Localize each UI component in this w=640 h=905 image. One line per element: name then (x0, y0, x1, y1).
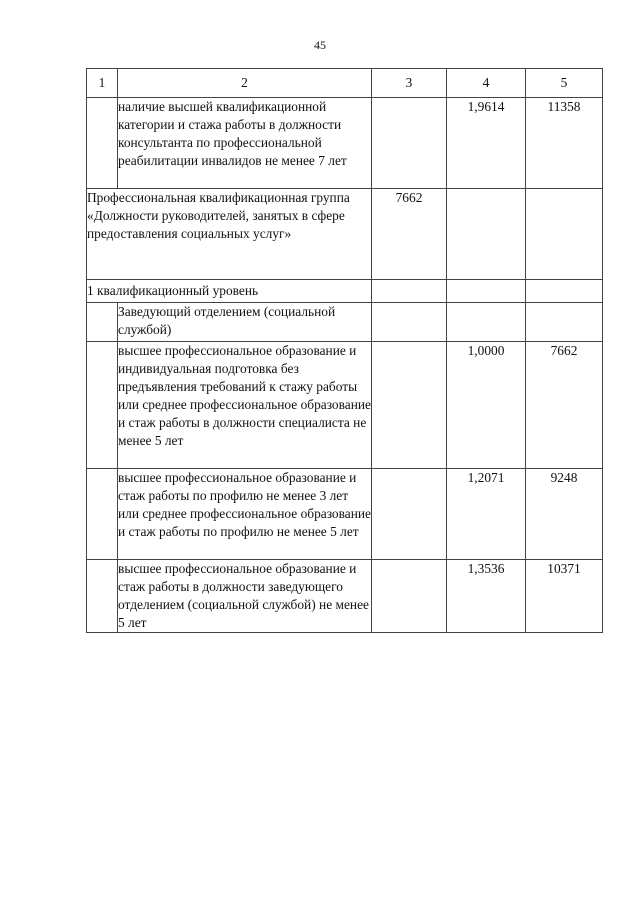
row-description: наличие высшей квалификационной категории и стажа работы в должности консультанта по профессиональной реабилитации инвалидов не менее 7 лет (118, 98, 372, 189)
row-salary: 11358 (526, 98, 603, 189)
col-header-3: 3 (372, 69, 447, 98)
row-salary: 9248 (526, 469, 603, 560)
level-row (87, 280, 603, 303)
group-row (87, 189, 603, 280)
table-row (87, 469, 603, 560)
level-title: 1 квалификационный уровень (87, 280, 372, 303)
col-header-5: 5 (526, 69, 603, 98)
table-row (87, 98, 603, 189)
group-base-salary: 7662 (372, 189, 447, 280)
row-coefficient: 1,2071 (447, 469, 526, 560)
row-description: высшее профессиональное образование и стаж работы по профилю не менее 3 лет или среднее профессиональное образование и стаж работы по профилю не менее 5 лет (118, 469, 372, 560)
col-header-1: 1 (87, 69, 118, 98)
row-salary: 10371 (526, 560, 603, 633)
position-title: Заведующий отделением (социальной службой) (118, 303, 372, 342)
row-coefficient: 1,0000 (447, 342, 526, 469)
row-salary: 7662 (526, 342, 603, 469)
page-number: 45 (314, 38, 326, 52)
position-row (87, 303, 603, 342)
row-description: высшее профессиональное образование и индивидуальная подготовка без предъявления требований к стажу работы или среднее профессиональное образование и стаж работы в должности специалиста не менее 5 лет (118, 342, 372, 469)
row-coefficient: 1,9614 (447, 98, 526, 189)
group-title: Профессиональная квалификационная группа «Должности руководителей, занятых в сфере предоставления социальных услуг» (87, 189, 372, 280)
table-row (87, 342, 603, 469)
salary-table (86, 68, 603, 633)
col-header-4: 4 (447, 69, 526, 98)
table-row (87, 560, 603, 633)
col-header-2: 2 (118, 69, 372, 98)
row-coefficient: 1,3536 (447, 560, 526, 633)
row-description: высшее профессиональное образование и стаж работы в должности заведующего отделением (социальной службой) не менее 5 лет (118, 560, 372, 633)
table-header-row (87, 69, 603, 98)
